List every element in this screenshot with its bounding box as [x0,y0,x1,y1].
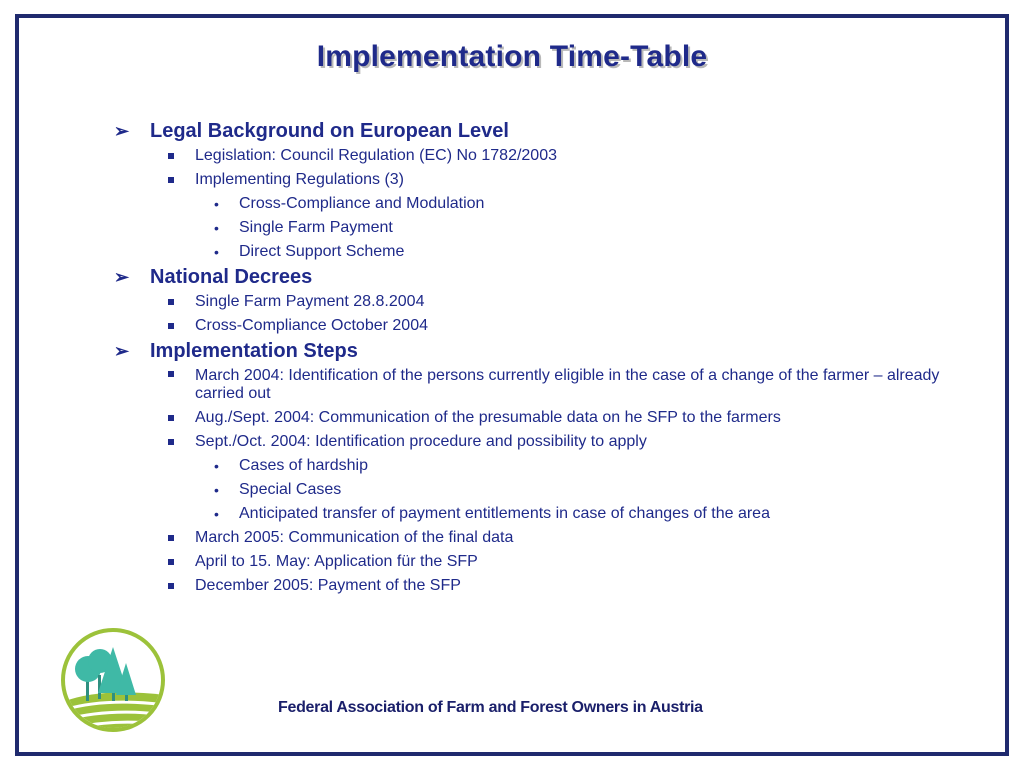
list-item [110,144,940,168]
arrow-bullet-icon: ➢ [114,341,130,361]
arrow-bullet-icon: ➢ [114,121,130,141]
list-item [110,550,940,574]
list-item-text: December 2005: Payment of the SFP [195,577,461,594]
list-item-text: March 2004: Identification of the persons currently eligible in the case of a change of the farmer – already carried out [195,367,940,402]
square-bullet-icon [168,323,174,329]
page-title: Implementation Time-Table [316,40,708,73]
section-heading [110,338,940,364]
list-item [110,574,940,598]
list-item-text: March 2005: Communication of the final data [195,529,514,546]
square-bullet-icon [168,535,174,541]
list-item [110,314,940,338]
square-bullet-icon [168,583,174,589]
list-item-text: Sept./Oct. 2004: Identification procedure and possibility to apply [195,433,647,450]
square-bullet-icon [168,299,174,305]
section-heading-text: Legal Background on European Level [150,120,509,142]
square-bullet-icon [168,177,174,183]
list-item [110,526,940,550]
sub-list-item [110,240,940,264]
sub-list-item-text: Single Farm Payment [239,219,393,236]
sub-list-item-text: Anticipated transfer of payment entitlements in case of changes of the area [239,505,770,522]
list-item [110,430,940,454]
list-item-text: Single Farm Payment 28.8.2004 [195,293,425,310]
dot-bullet-icon: • [214,244,219,260]
section-heading [110,264,940,290]
dot-bullet-icon: • [214,196,219,212]
section-heading-text: Implementation Steps [150,340,358,362]
sub-list-item [110,502,940,526]
bullet-list [110,118,940,598]
dot-bullet-icon: • [214,458,219,474]
list-item [110,168,940,192]
list-item-text: April to 15. May: Application für the SFP [195,553,478,570]
list-item [110,406,940,430]
sub-list-item-text: Cross-Compliance and Modulation [239,195,485,212]
section-heading-text: National Decrees [150,266,313,288]
dot-bullet-icon: • [214,220,219,236]
dot-bullet-icon: • [214,506,219,522]
square-bullet-icon [168,439,174,445]
list-item-text: Legislation: Council Regulation (EC) No 1782/2003 [195,147,557,164]
square-bullet-icon [168,559,174,565]
sub-list-item [110,216,940,240]
dot-bullet-icon: • [214,482,219,498]
sub-list-item-text: Direct Support Scheme [239,243,405,260]
square-bullet-icon [168,153,174,159]
farm-forest-logo-icon [58,625,168,735]
footer-text: Federal Association of Farm and Forest Owners in Austria [278,699,703,716]
square-bullet-icon [168,415,174,421]
arrow-bullet-icon: ➢ [114,267,130,287]
section-heading [110,118,940,144]
list-item-text: Cross-Compliance October 2004 [195,317,428,334]
sub-list-item [110,478,940,502]
sub-list-item [110,454,940,478]
sub-list-item-text: Cases of hardship [239,457,368,474]
list-item-text: Implementing Regulations (3) [195,171,404,188]
sub-list-item-text: Special Cases [239,481,342,498]
list-item-text: Aug./Sept. 2004: Communication of the presumable data on he SFP to the farmers [195,409,781,426]
square-bullet-icon [168,371,174,377]
list-item [110,290,940,314]
sub-list-item [110,192,940,216]
list-item [110,364,940,406]
